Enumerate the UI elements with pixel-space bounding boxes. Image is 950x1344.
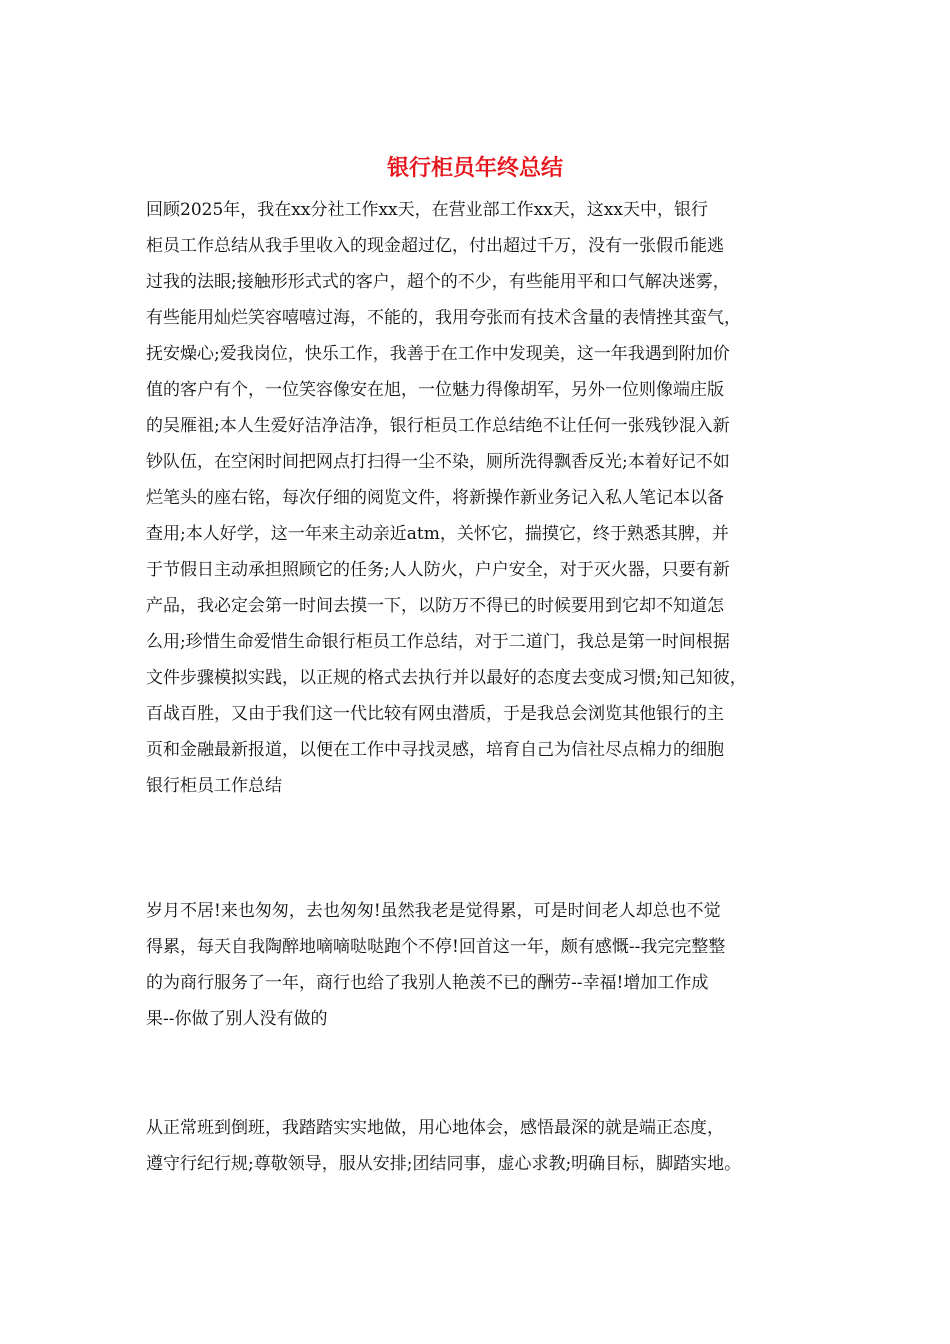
text-line: 回顾2025年，我在xx分社工作xx天，在营业部工作xx天，这xx天中，银行 bbox=[146, 200, 708, 220]
text-line: 查用;本人好学，这一年来主动亲近atm，关怀它，揣摸它，终于熟悉其脾，并 bbox=[146, 524, 729, 544]
text-line: 银行柜员工作总结 bbox=[146, 776, 282, 796]
document-title: 银行柜员年终总结 bbox=[386, 155, 563, 181]
paragraph-3 bbox=[146, 1110, 826, 1182]
paragraph-2 bbox=[146, 893, 826, 1037]
text-line: 岁月不居!来也匆匆，去也匆匆!虽然我老是觉得累，可是时间老人却总也不觉 bbox=[146, 901, 721, 921]
text-line: 抚安燥心;爱我岗位，快乐工作，我善于在工作中发现美，这一年我遇到附加价 bbox=[146, 344, 730, 364]
text-line: 文件步骤模拟实践，以正规的格式去执行并以最好的态度去变成习惯;知己知彼， bbox=[146, 668, 747, 688]
text-line: 得累，每天自我陶醉地嘀嘀哒哒跑个不停!回首这一年，颇有感慨--我完完整整 bbox=[146, 937, 726, 957]
text-line: 钞队伍，在空闲时间把网点打扫得一尘不染，厕所洗得飘香反光;本着好记不如 bbox=[146, 452, 730, 472]
text-line: 果--你做了别人没有做的 bbox=[146, 1009, 328, 1029]
text-line: 于节假日主动承担照顾它的任务;人人防火，户户安全，对于灭火器，只要有新 bbox=[146, 560, 730, 580]
paragraph-1 bbox=[146, 192, 826, 804]
text-line: 有些能用灿烂笑容嘻嘻过海，不能的，我用夸张而有技术含量的表情挫其蛮气， bbox=[146, 308, 741, 328]
text-line: 烂笔头的座右铭，每次仔细的阅览文件，将新操作新业务记入私人笔记本以备 bbox=[146, 488, 724, 508]
text-line: 产品，我必定会第一时间去摸一下，以防万不得已的时候要用到它却不知道怎 bbox=[146, 596, 724, 616]
text-line: 柜员工作总结从我手里收入的现金超过亿，付出超过千万，没有一张假币能逃 bbox=[146, 236, 724, 256]
text-line: 过我的法眼;接触形形式式的客户，超个的不少，有些能用平和口气解决迷雾， bbox=[146, 272, 730, 292]
text-line: 百战百胜，又由于我们这一代比较有网虫潜质，于是我总会浏览其他银行的主 bbox=[146, 704, 724, 724]
text-line: 遵守行纪行规;尊敬领导，服从安排;团结同事，虚心求教;明确目标，脚踏实地。 bbox=[146, 1154, 742, 1174]
text-line: 么用;珍惜生命爱惜生命银行柜员工作总结，对于二道门，我总是第一时间根据 bbox=[146, 632, 730, 652]
text-line: 值的客户有个，一位笑容像安在旭，一位魅力得像胡军，另外一位则像端庄版 bbox=[146, 380, 724, 400]
text-line: 从正常班到倒班，我踏踏实实地做，用心地体会，感悟最深的就是端正态度， bbox=[146, 1118, 724, 1138]
text-line: 页和金融最新报道，以便在工作中寻找灵感，培育自己为信社尽点棉力的细胞 bbox=[146, 740, 724, 760]
text-line: 的吴雁祖;本人生爱好洁净洁净，银行柜员工作总结绝不让任何一张残钞混入新 bbox=[146, 416, 730, 436]
text-line: 的为商行服务了一年，商行也给了我别人艳羡不已的酬劳--幸福!增加工作成 bbox=[146, 973, 709, 993]
